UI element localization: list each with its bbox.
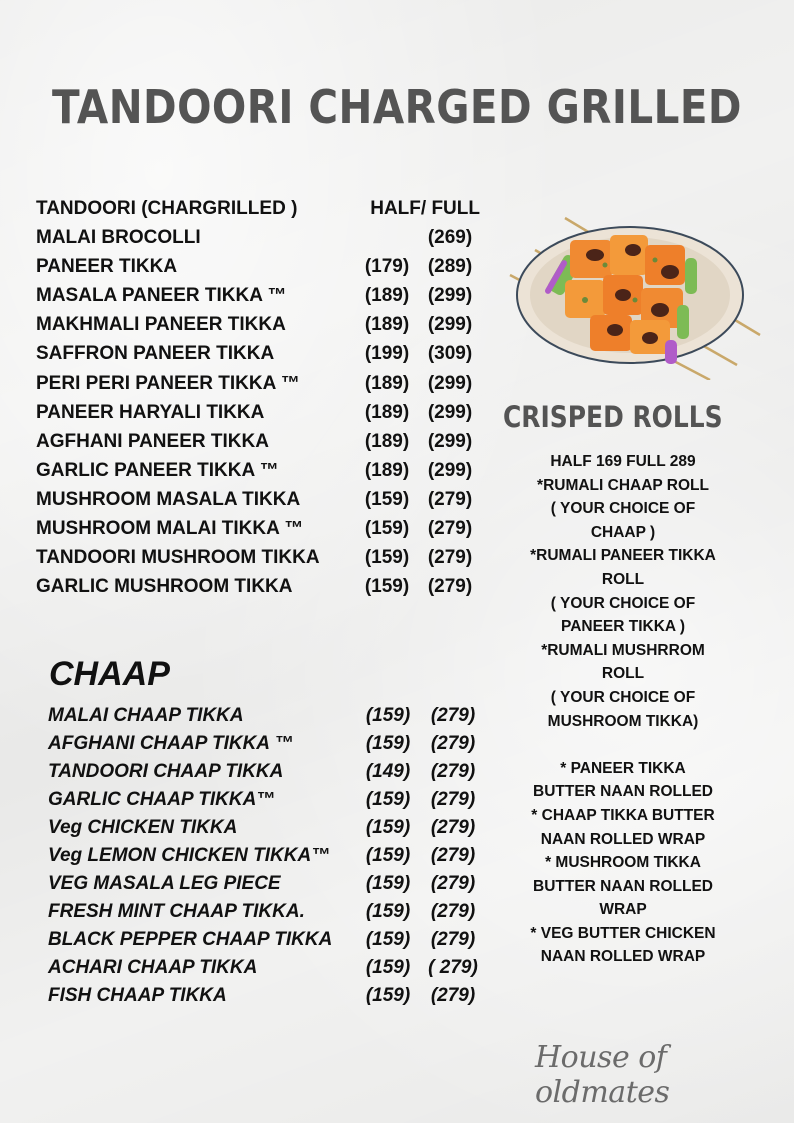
- half-price: (179): [364, 256, 410, 278]
- full-price: (279): [430, 985, 476, 1006]
- roll-text-line: PANEER TIKKA ): [561, 618, 685, 636]
- roll-text-line: * MUSHROOM TIKKA: [545, 854, 701, 872]
- item-name: MAKHMALI PANEER TIKKA: [36, 314, 286, 336]
- chaap-menu-section: [48, 705, 488, 1013]
- roll-text-line: * VEG BUTTER CHICKEN: [530, 924, 716, 942]
- roll-text-line: * PANEER TIKKA: [560, 759, 686, 777]
- item-name: GARLIC CHAAP TIKKA™: [48, 789, 276, 810]
- item-name: GARLIC PANEER TIKKA ™: [36, 459, 279, 481]
- item-name: MALAI CHAAP TIKKA: [48, 705, 244, 726]
- item-name: MUSHROOM MASALA TIKKA: [36, 488, 301, 510]
- full-price: ( 279): [428, 957, 478, 978]
- menu-item-row: [48, 705, 488, 733]
- half-price: (189): [364, 314, 410, 336]
- menu-item-row: [48, 845, 488, 873]
- menu-item-row: [36, 576, 486, 605]
- half-price: (159): [365, 789, 411, 810]
- item-name: MUSHROOM MALAI TIKKA ™: [36, 518, 304, 540]
- menu-item-row: [36, 402, 486, 431]
- menu-item-row: [48, 789, 488, 817]
- menu-item-row: [36, 343, 486, 372]
- full-price: (309): [427, 343, 473, 365]
- full-price: (279): [430, 733, 476, 754]
- restaurant-signature: House of oldmates: [535, 1040, 670, 1110]
- menu-item-row: [36, 314, 486, 343]
- item-name: TANDOORI MUSHROOM TIKKA: [36, 547, 320, 569]
- item-name: TANDOORI CHAAP TIKKA: [48, 761, 284, 782]
- roll-text-line: NAAN ROLLED WRAP: [540, 830, 706, 848]
- full-price: (279): [427, 576, 473, 598]
- full-price: (289): [427, 256, 473, 278]
- item-name: BLACK PEPPER CHAAP TIKKA: [48, 929, 333, 950]
- roll-text-line: ROLL: [601, 665, 645, 683]
- item-name: ACHARI CHAAP TIKKA: [48, 957, 258, 978]
- roll-text-line: *RUMALI PANEER TIKKA: [530, 547, 716, 565]
- item-name: AFGHANI CHAAP TIKKA ™: [48, 733, 294, 754]
- menu-item-row: [48, 901, 488, 929]
- tandoori-header-row: [36, 198, 486, 227]
- full-price: (279): [430, 873, 476, 894]
- full-price: (299): [427, 401, 473, 423]
- crisped-rolls-title: CRISPED ROLLS: [503, 400, 723, 434]
- half-price: (159): [365, 873, 411, 894]
- menu-item-row: [36, 547, 486, 576]
- item-name: VEG MASALA LEG PIECE: [48, 873, 281, 894]
- half-price: (189): [364, 459, 410, 481]
- menu-item-row: [48, 873, 488, 901]
- half-price: (159): [365, 705, 411, 726]
- item-name: GARLIC MUSHROOM TIKKA: [36, 576, 293, 598]
- half-price: (159): [365, 901, 411, 922]
- full-price: (279): [427, 518, 473, 540]
- full-price: (299): [427, 285, 473, 307]
- half-price: (189): [364, 430, 410, 452]
- roll-text-line: CHAAP ): [590, 523, 656, 541]
- full-price: (279): [427, 488, 473, 510]
- page-title: TANDOORI CHARGED GRILLED: [52, 80, 742, 134]
- half-price: (199): [364, 343, 410, 365]
- half-price: (159): [365, 817, 411, 838]
- full-price: (299): [427, 372, 473, 394]
- menu-item-row: [48, 733, 488, 761]
- half-price: (189): [364, 372, 410, 394]
- roll-text-line: * CHAAP TIKKA BUTTER: [531, 806, 715, 824]
- roll-text-line: HALF 169 FULL 289: [550, 453, 696, 470]
- roll-text-line: ( YOUR CHOICE OF: [550, 594, 696, 612]
- roll-text-line: ( YOUR CHOICE OF: [550, 500, 696, 518]
- menu-item-row: [36, 227, 486, 256]
- paneer-tikka-skewers-image: [505, 210, 765, 380]
- full-price: (279): [430, 817, 476, 838]
- tandoori-menu-section: [36, 198, 486, 605]
- half-price: (189): [364, 401, 410, 423]
- roll-text-line: NAAN ROLLED WRAP: [540, 948, 706, 966]
- chaap-section-title: CHAAP: [49, 655, 170, 693]
- roll-text-line: BUTTER NAAN ROLLED: [533, 877, 713, 895]
- full-price: (269): [427, 227, 473, 249]
- menu-item-row: [36, 518, 486, 547]
- item-name: PANEER TIKKA: [36, 256, 178, 278]
- item-name: Veg LEMON CHICKEN TIKKA™: [48, 845, 331, 866]
- half-price: (159): [365, 845, 411, 866]
- crisped-rolls-list: [503, 450, 743, 969]
- menu-item-row: [36, 489, 486, 518]
- full-price: (279): [430, 929, 476, 950]
- roll-text-line: MUSHROOM TIKKA): [547, 712, 699, 730]
- menu-item-row: [48, 957, 488, 985]
- half-price: (159): [365, 733, 411, 754]
- full-price: (279): [430, 761, 476, 782]
- menu-item-row: [48, 817, 488, 845]
- half-price: (149): [365, 761, 411, 782]
- item-name: FRESH MINT CHAAP TIKKA.: [48, 901, 305, 922]
- roll-text-line: *RUMALI CHAAP ROLL: [537, 476, 709, 494]
- full-price: (279): [427, 547, 473, 569]
- item-name: MALAI BROCOLLI: [36, 227, 201, 249]
- half-full-heading: HALF/ FULL: [370, 198, 480, 219]
- item-name: SAFFRON PANEER TIKKA: [36, 343, 275, 365]
- item-name: Veg CHICKEN TIKKA: [48, 817, 238, 838]
- half-price: (159): [364, 547, 410, 569]
- roll-text-line: BUTTER NAAN ROLLED: [533, 783, 713, 801]
- half-price: (159): [365, 929, 411, 950]
- spacer: [503, 733, 743, 757]
- menu-item-row: [48, 985, 488, 1013]
- full-price: (279): [430, 845, 476, 866]
- item-name: PERI PERI PANEER TIKKA ™: [36, 372, 300, 394]
- roll-text-line: ( YOUR CHOICE OF: [550, 688, 696, 706]
- menu-item-row: [48, 929, 488, 957]
- menu-item-row: [36, 460, 486, 489]
- item-name: AGFHANI PANEER TIKKA: [36, 430, 269, 452]
- full-price: (279): [430, 705, 476, 726]
- item-name: MASALA PANEER TIKKA ™: [36, 285, 287, 307]
- roll-text-line: *RUMALI MUSHRROM: [541, 641, 705, 659]
- full-price: (279): [430, 789, 476, 810]
- half-price: (159): [365, 985, 411, 1006]
- roll-text-line: ROLL: [601, 570, 645, 588]
- menu-item-row: [36, 373, 486, 402]
- menu-item-row: [36, 256, 486, 285]
- half-price: (159): [364, 576, 410, 598]
- item-name: PANEER HARYALI TIKKA: [36, 401, 265, 423]
- menu-item-row: [36, 285, 486, 314]
- menu-item-row: [48, 761, 488, 789]
- full-price: (279): [430, 901, 476, 922]
- menu-item-row: [36, 431, 486, 460]
- item-name: FISH CHAAP TIKKA: [48, 985, 227, 1006]
- full-price: (299): [427, 459, 473, 481]
- full-price: (299): [427, 430, 473, 452]
- section-heading: TANDOORI (CHARGRILLED ): [36, 198, 298, 219]
- half-price: (159): [364, 488, 410, 510]
- full-price: (299): [427, 314, 473, 336]
- roll-text-line: WRAP: [599, 901, 647, 919]
- half-price: (159): [365, 957, 411, 978]
- half-price: (159): [364, 518, 410, 540]
- half-price: (189): [364, 285, 410, 307]
